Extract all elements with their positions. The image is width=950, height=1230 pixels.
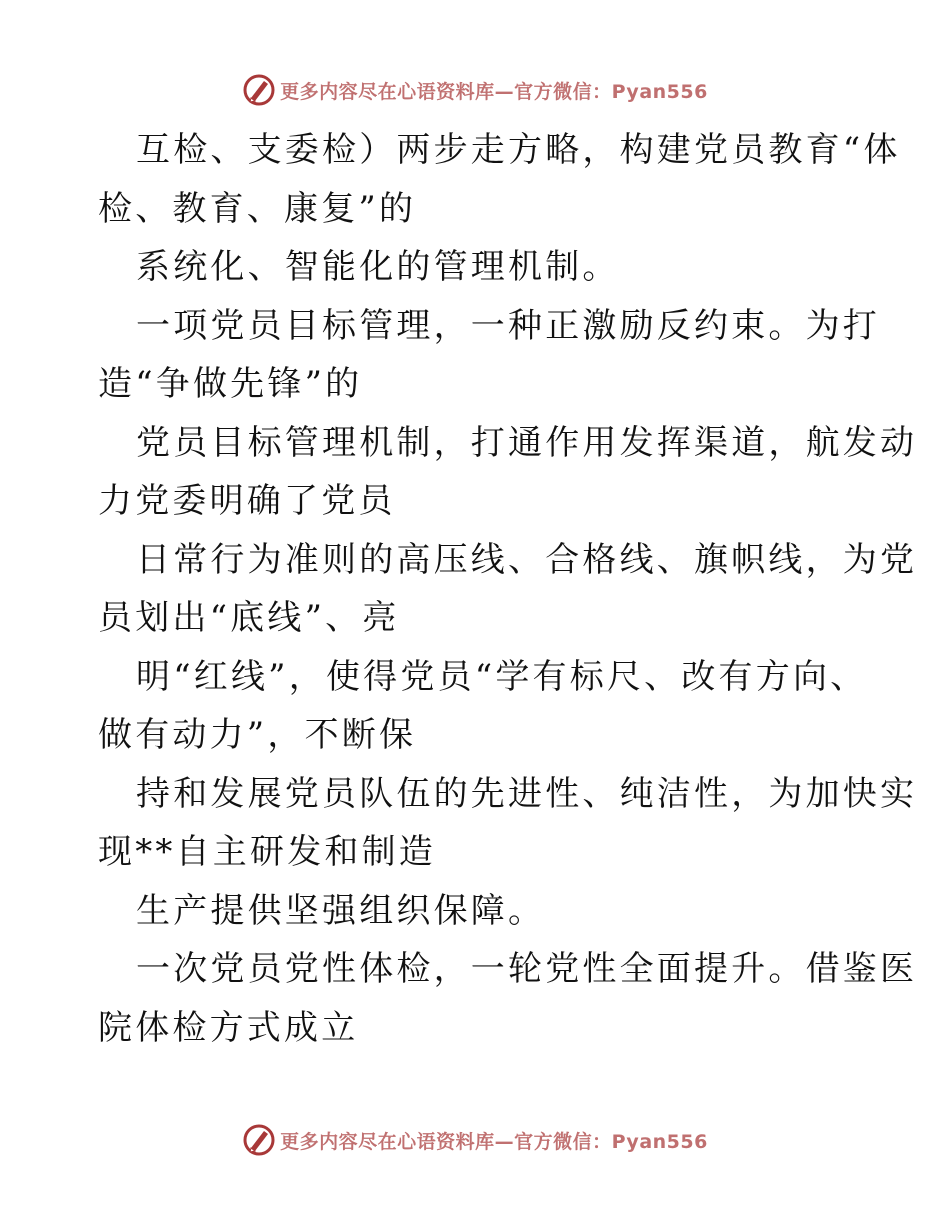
- document-body: [98, 121, 918, 1057]
- body-text-line: 互检、支委检）两步走方略，构建党员教育“体: [136, 130, 901, 170]
- header-watermark-banner: [0, 70, 950, 110]
- body-text-line: 院体检方式成立: [98, 1007, 359, 1048]
- body-text-line: 力党委明确了党员: [98, 481, 396, 521]
- body-text-line: 做有动力”，不断保: [98, 715, 417, 755]
- body-text-line: 检、教育、康复”的: [98, 188, 417, 229]
- footer-watermark-text: 更多内容尽在心语资料库—官方微信：Pyan556: [280, 1130, 708, 1153]
- header-watermark-text: 更多内容尽在心语资料库—官方微信：Pyan556: [280, 80, 708, 103]
- footer-watermark-banner: [0, 1120, 950, 1160]
- body-text-line: 持和发展党员队伍的先进性、纯洁性，为加快实: [136, 773, 918, 814]
- body-text-line: 造“争做先锋”的: [98, 364, 363, 404]
- body-text-line: 党员目标管理机制，打通作用发挥渠道，航发动: [136, 422, 918, 463]
- body-text-line: 生产提供坚强组织保障。: [136, 890, 546, 931]
- body-text-line: 明“红线”，使得党员“学有标尺、改有方向、: [136, 656, 868, 697]
- body-text-line: 员划出“底线”、亮: [98, 598, 400, 638]
- body-text-line: 系统化、智能化的管理机制。: [136, 247, 620, 287]
- pen-logo-icon: [242, 73, 276, 107]
- body-text-line: 现**自主研发和制造: [98, 832, 436, 872]
- pen-logo-icon: [242, 1123, 276, 1157]
- body-text-line: 日常行为准则的高压线、合格线、旗帜线，为党: [136, 539, 918, 580]
- body-text-line: 一次党员党性体检，一轮党性全面提升。借鉴医: [136, 949, 918, 989]
- body-text-line: 一项党员目标管理，一种正激励反约束。为打: [136, 305, 880, 346]
